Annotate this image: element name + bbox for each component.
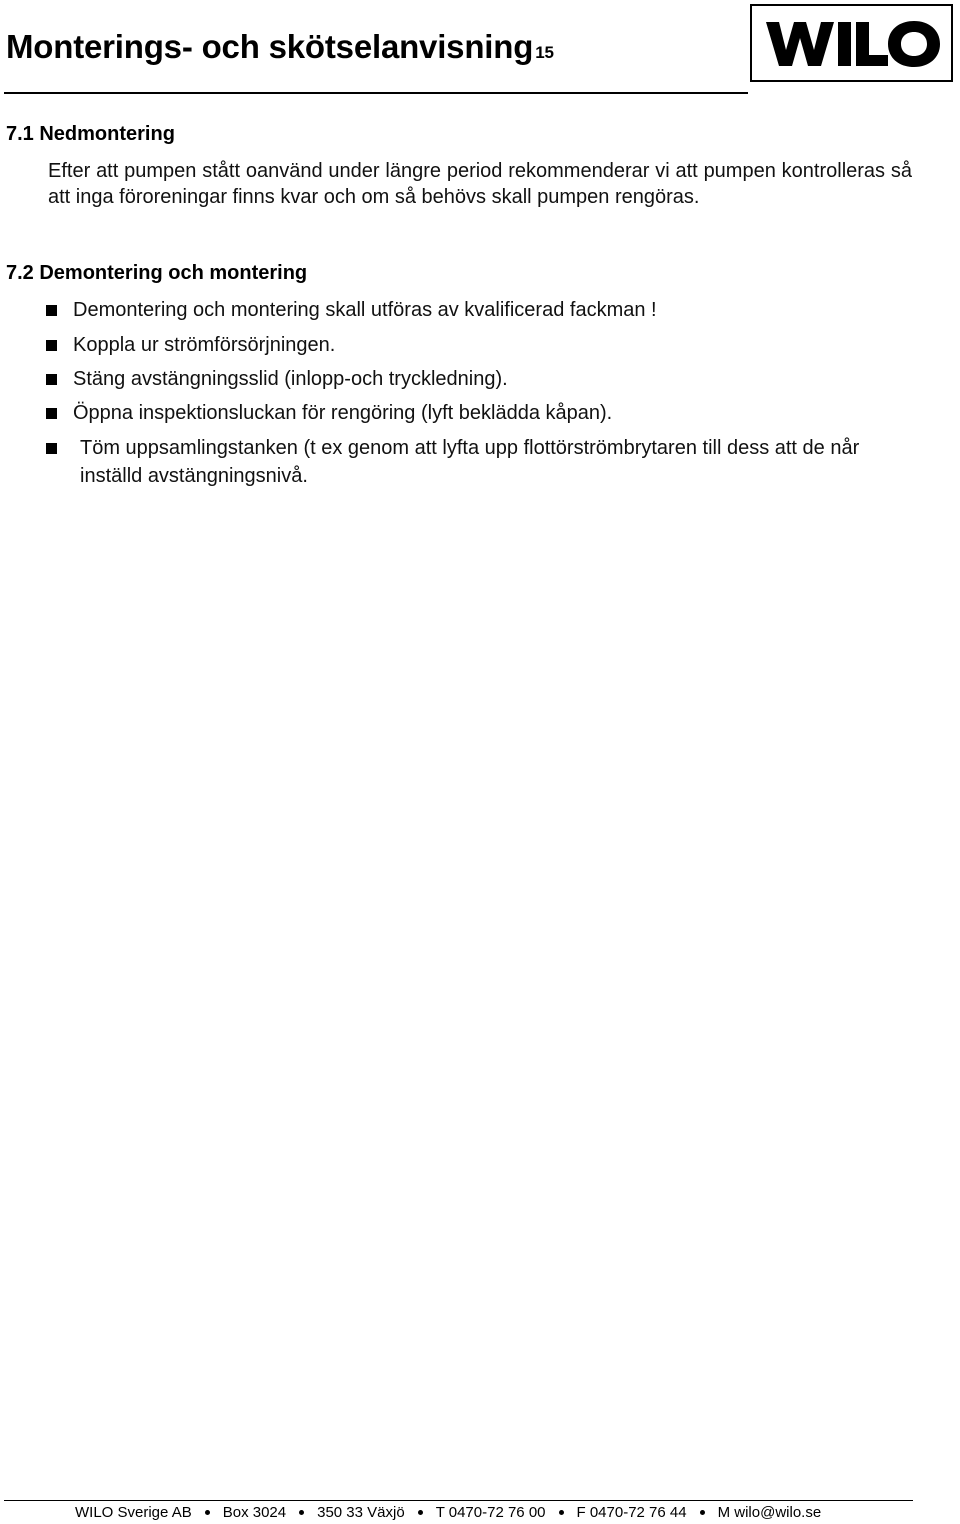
square-bullet-icon (46, 305, 57, 316)
header-divider (4, 92, 748, 94)
list-item-text: Koppla ur strömförsörjningen. (73, 334, 336, 356)
document-title (6, 28, 554, 66)
wilo-logo-mark (764, 20, 942, 68)
footer-company: WILO Sverige AB (75, 1504, 192, 1521)
bullet-separator-icon (299, 1510, 304, 1515)
square-bullet-icon (46, 408, 57, 419)
footer-phone: T 0470-72 76 00 (435, 1504, 546, 1521)
footer-box: Box 3024 (222, 1504, 287, 1521)
bullet-separator-icon (700, 1510, 705, 1515)
footer-divider (4, 1500, 913, 1501)
page-number: 15 (535, 43, 554, 62)
square-bullet-icon (46, 340, 57, 351)
square-bullet-icon (46, 443, 57, 454)
footer-fax: F 0470-72 76 44 (576, 1504, 687, 1521)
square-bullet-icon (46, 374, 57, 385)
document-title-text: Monterings- och skötselanvisning (6, 28, 534, 65)
section-heading-7-2: 7.2 Demontering och montering (6, 262, 308, 284)
bullet-separator-icon (559, 1510, 564, 1515)
footer (75, 1504, 821, 1521)
section-heading-7-1: 7.1 Nedmontering (6, 123, 175, 145)
wilo-logo (750, 4, 953, 82)
list-item-text: Stäng avstängningsslid (inlopp-och tryckledning). (73, 368, 508, 390)
section-paragraph-7-1: Efter att pumpen stått oanvänd under längre period rekommenderar vi att pumpen kontrolleras så att inga föroreningar finns kvar och om så behövs skall pumpen rengöras. (48, 160, 912, 208)
bullet-separator-icon (418, 1510, 423, 1515)
bullet-separator-icon (205, 1510, 210, 1515)
footer-postal: 350 33 Växjö (317, 1504, 405, 1521)
list-item-text: Öppna inspektionsluckan för rengöring (lyft beklädda kåpan). (73, 402, 613, 424)
list-item-text: Demontering och montering skall utföras av kvalificerad fackman ! (73, 299, 657, 321)
list-item-text: Töm uppsamlingstanken (t ex genom att lyfta upp flottörströmbrytaren till dess att de når inställd avstängningsnivå. (80, 437, 860, 487)
footer-email: M wilo@wilo.se (717, 1504, 822, 1521)
